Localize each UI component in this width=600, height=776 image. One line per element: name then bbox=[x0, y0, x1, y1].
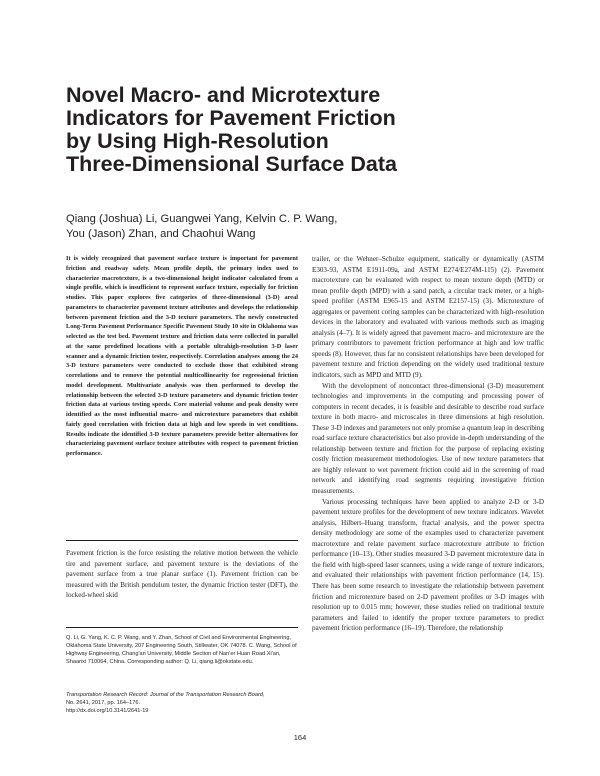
paper-title bbox=[66, 84, 506, 176]
title-line: Indicators for Pavement Friction bbox=[66, 106, 396, 130]
title-line: Novel Macro- and Microtexture bbox=[66, 83, 381, 107]
abstract-divider bbox=[66, 540, 298, 541]
author-affiliations: Q. Li, G. Yang, K. C. P. Wang, and Y. Zhan, School of Civil and Environmental Engineering, Oklahoma State University, 207 Engineering South, Stillwater, OK 74078. C. Wang, School of Highway Engineering, Chang'an University, Middle Section of Nan'er Huan Road Xi'an, Shaanxi 710064, China. Corresponding author: Q. Li, qiang.li@okstate.edu. bbox=[66, 635, 297, 666]
journal-citation bbox=[66, 691, 298, 715]
footnote-divider bbox=[66, 627, 298, 628]
body-paragraph: Various processing techniques have been applied to analyze 2-D or 3-D pavement texture profiles for the development of new texture indicators. Wavelet analysis, Hilbert–Huang transform, fractal analysis, and the power spectra density methodology are some of the examples used to characterize pavement macrotexture and relate pavement surface macrotexture attribute to friction performance (10–13). Other studies measured 3-D pavement microtexture data in the field with high-speed laser scanners, using a wide range of texture indicators, and evaluated their relationships with pavement friction performance (14, 15). There has been some research to investigate the relationship between pavement friction and microtexture based on 2-D pavement profiles or 3-D images with resolution up to 0.015 mm; however, these studies relied on traditional texture parameters and failed to identify the proper texture parameters to predict pavement friction performance (16–19). Therefore, the relationship bbox=[312, 497, 544, 633]
title-line: Three-Dimensional Surface Data bbox=[66, 152, 397, 176]
intro-paragraph: Pavement friction is the force resisting the relative motion between the vehicle tire and pavement surface, and pavement texture is the deviations of the pavement surface from a true planar surface (1). Pavement friction can be measured with the British pendulum tester, the dynamic friction tester (DFT), the locked-wheel skid bbox=[66, 549, 298, 600]
title-line: by Using High-Resolution bbox=[66, 129, 329, 153]
author-line: Qiang (Joshua) Li, Guangwei Yang, Kelvin C. P. Wang, bbox=[66, 213, 338, 225]
right-column bbox=[312, 254, 544, 634]
body-paragraph: With the development of noncontact three-dimensional (3-D) measurement technologies and improvements in the computing and processing power of computers in recent decades, it is feasible and desirable to describe road surface texture in both macro- and microscales in three dimensions at high resolution. These 3-D indexes and parameters not only promise a quantum leap in describing road surface texture characteristics but also provide in-depth understanding of the relationship between texture and friction for the purpose of replacing existing costly friction measurement methodologies. Use of new texture parameters that are highly relevant to wet pavement friction could aid in the screening of road network and identifying road segments requiring investigative friction measurements. bbox=[312, 381, 544, 496]
author-list bbox=[66, 212, 506, 241]
journal-title: Transportation Research Record: Journal of the Transportation Research Board, bbox=[66, 692, 265, 698]
abstract: It is widely recognized that pavement surface texture is important for pavement friction and roadway safety. Mean profile depth, the primary index used to characterize macrotexture, is a two-dimensional height indicator calculated from a single profile, which is insufficient to represent surface texture, especially for friction studies. This paper explores five categories of three-dimensional (3-D) areal parameters to characterize pavement texture attributes and develops the relationship between pavement friction and the 3-D texture parameters. The newly constructed Long-Term Pavement Performance Specific Pavement Study 10 site in Oklahoma was selected as the test bed. Pavement texture and friction data were collected in parallel at the same predefined locations with a portable ultrahigh-resolution 3-D laser scanner and a dynamic friction tester, respectively. Correlation analyses among the 24 3-D texture parameters were conducted to exclude those that exhibited strong correlations and to remove the potential multicollinearity for regressional friction model development. Multivariate analysis was then performed to develop the relationship between the selected 3-D texture parameters and dynamic friction tester friction data at various testing speeds. Core material volume and peak density were identified as the most influential macro- and microtexture parameters that exhibit fairly good correlation with friction data at high and low speeds in wet conditions. Results indicate the identified 3-D texture parameters provide better alternatives for characterizing pavement surface texture attributes with respect to pavement friction performance. bbox=[66, 255, 298, 457]
body-paragraph: trailer, or the Wehner–Schulze equipment, statically or dynamically (ASTM E303-93, ASTM E1911-09a, and ASTM E274/E274M-115) (2). Pavement macrotexture can be evaluated with respect to mean texture depth (MTD) or mean profile depth (MPD) with a sand patch, a circular track meter, or a high-speed profiler (ASTM E965-15 and ASTM E2157-15) (3). Microtexture of aggregates or pavement coring samples can be characterized with high-resolution devices in the laboratory and evaluated with various methods such as imaging analysis (4–7). It is widely agreed that pavement macro- and microtexture are the primary contributors to pavement friction performance at high and low traffic speeds (8). However, thus far no consistent relationships have been developed for pavement texture and friction depending on the widely used traditional texture indicators, such as MPD and MTD (9). bbox=[312, 255, 544, 380]
journal-doi: http://dx.doi.org/10.3141/2641-19 bbox=[66, 708, 149, 715]
journal-details: No. 2641, 2017, pp. 164–176. bbox=[66, 700, 141, 707]
page-number: 164 bbox=[293, 733, 307, 742]
author-line: You (Jason) Zhan, and Chaohui Wang bbox=[66, 227, 256, 240]
